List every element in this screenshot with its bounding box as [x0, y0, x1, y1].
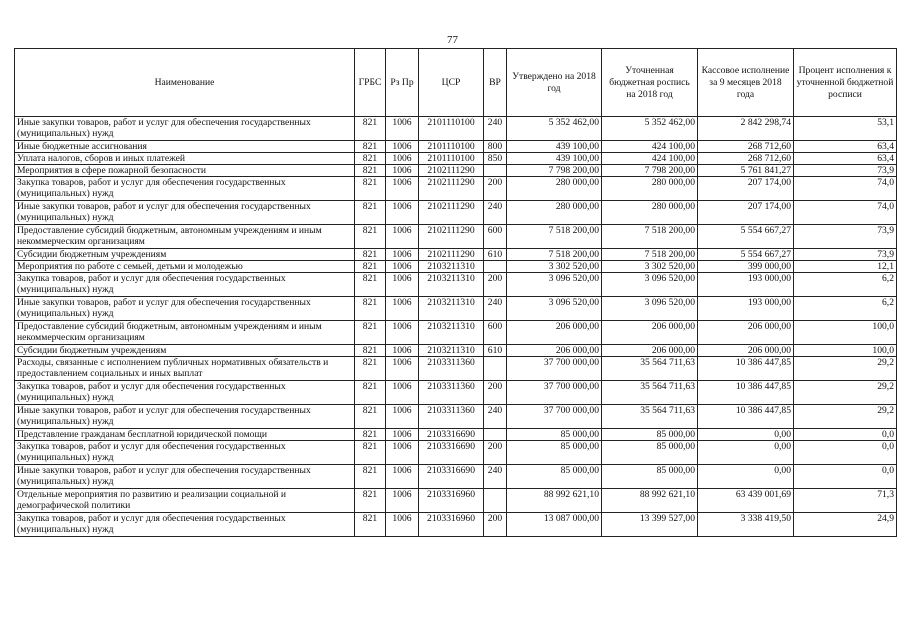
cell-name: Иные бюджетные ассигнования [15, 141, 355, 153]
table-row [15, 465, 897, 489]
cell-vr: 610 [484, 345, 507, 357]
cell-percent: 71,3 [794, 489, 897, 513]
cell-percent: 74,0 [794, 177, 897, 201]
cell-csr: 2101110100 [419, 141, 484, 153]
table-row [15, 513, 897, 537]
cell-refined: 85 000,00 [602, 429, 698, 441]
cell-cash: 3 338 419,50 [698, 513, 794, 537]
cell-grbs: 821 [355, 273, 386, 297]
cell-approved: 37 700 000,00 [507, 405, 602, 429]
cell-grbs: 821 [355, 357, 386, 381]
cell-approved: 88 992 621,10 [507, 489, 602, 513]
cell-csr: 2103311360 [419, 381, 484, 405]
cell-name: Закупка товаров, работ и услуг для обеспечения государственных (муниципальных) нужд [15, 513, 355, 537]
cell-approved: 3 096 520,00 [507, 273, 602, 297]
cell-cash: 0,00 [698, 465, 794, 489]
cell-name: Предоставление субсидий бюджетным, автономным учреждениям и иным некоммерческим организациям [15, 225, 355, 249]
cell-percent: 29,2 [794, 405, 897, 429]
cell-vr [484, 165, 507, 177]
table-row [15, 429, 897, 441]
cell-approved: 206 000,00 [507, 345, 602, 357]
cell-approved: 7 798 200,00 [507, 165, 602, 177]
cell-grbs: 821 [355, 261, 386, 273]
cell-grbs: 821 [355, 489, 386, 513]
cell-percent: 6,2 [794, 297, 897, 321]
cell-rzpr: 1006 [386, 489, 419, 513]
col-header-approved: Утверждено на 2018 год [507, 49, 602, 117]
cell-refined: 7 798 200,00 [602, 165, 698, 177]
cell-approved: 85 000,00 [507, 429, 602, 441]
cell-percent: 73,9 [794, 225, 897, 249]
table-row [15, 261, 897, 273]
cell-rzpr: 1006 [386, 273, 419, 297]
table-row [15, 153, 897, 165]
cell-rzpr: 1006 [386, 513, 419, 537]
table-row [15, 249, 897, 261]
cell-cash: 10 386 447,85 [698, 381, 794, 405]
cell-grbs: 821 [355, 321, 386, 345]
cell-vr: 200 [484, 513, 507, 537]
cell-csr: 2102111290 [419, 177, 484, 201]
cell-grbs: 821 [355, 513, 386, 537]
cell-percent: 63,4 [794, 141, 897, 153]
cell-name: Представление гражданам бесплатной юридической помощи [15, 429, 355, 441]
cell-name: Субсидии бюджетным учреждениям [15, 345, 355, 357]
cell-approved: 280 000,00 [507, 177, 602, 201]
cell-percent: 63,4 [794, 153, 897, 165]
table-row [15, 489, 897, 513]
cell-percent: 6,2 [794, 273, 897, 297]
cell-vr: 600 [484, 321, 507, 345]
col-header-cash: Кассовое исполнение за 9 месяцев 2018 года [698, 49, 794, 117]
cell-vr: 240 [484, 465, 507, 489]
cell-percent: 100,0 [794, 345, 897, 357]
cell-name: Расходы, связанные с исполнением публичных нормативных обязательств и предоставлением социальных и иных выплат [15, 357, 355, 381]
page-number: 77 [447, 34, 458, 46]
cell-csr: 2103316960 [419, 489, 484, 513]
cell-refined: 206 000,00 [602, 345, 698, 357]
cell-rzpr: 1006 [386, 225, 419, 249]
cell-csr: 2101110100 [419, 117, 484, 141]
cell-vr: 240 [484, 405, 507, 429]
cell-csr: 2102111290 [419, 249, 484, 261]
table-row [15, 177, 897, 201]
cell-rzpr: 1006 [386, 357, 419, 381]
col-header-percent: Процент исполнения к уточненной бюджетной росписи [794, 49, 897, 117]
cell-approved: 37 700 000,00 [507, 381, 602, 405]
cell-refined: 3 096 520,00 [602, 273, 698, 297]
table-row [15, 345, 897, 357]
cell-name: Закупка товаров, работ и услуг для обеспечения государственных (муниципальных) нужд [15, 441, 355, 465]
cell-approved: 439 100,00 [507, 153, 602, 165]
cell-cash: 0,00 [698, 441, 794, 465]
cell-percent: 74,0 [794, 201, 897, 225]
cell-percent: 12,1 [794, 261, 897, 273]
cell-grbs: 821 [355, 141, 386, 153]
cell-refined: 7 518 200,00 [602, 225, 698, 249]
cell-refined: 85 000,00 [602, 465, 698, 489]
col-header-refined: Уточненная бюджетная роспись на 2018 год [602, 49, 698, 117]
cell-grbs: 821 [355, 165, 386, 177]
table-row [15, 441, 897, 465]
cell-vr: 200 [484, 177, 507, 201]
table-row [15, 201, 897, 225]
cell-vr: 240 [484, 117, 507, 141]
cell-vr: 200 [484, 441, 507, 465]
cell-percent: 29,2 [794, 357, 897, 381]
cell-csr: 2103316690 [419, 441, 484, 465]
cell-rzpr: 1006 [386, 405, 419, 429]
cell-grbs: 821 [355, 297, 386, 321]
cell-vr: 200 [484, 381, 507, 405]
cell-approved: 206 000,00 [507, 321, 602, 345]
cell-grbs: 821 [355, 117, 386, 141]
cell-rzpr: 1006 [386, 381, 419, 405]
cell-name: Закупка товаров, работ и услуг для обеспечения государственных (муниципальных) нужд [15, 381, 355, 405]
col-header-grbs: ГРБС [355, 49, 386, 117]
cell-rzpr: 1006 [386, 345, 419, 357]
cell-cash: 268 712,60 [698, 141, 794, 153]
cell-rzpr: 1006 [386, 141, 419, 153]
cell-cash: 0,00 [698, 429, 794, 441]
cell-cash: 5 554 667,27 [698, 249, 794, 261]
cell-approved: 85 000,00 [507, 465, 602, 489]
cell-vr [484, 489, 507, 513]
cell-csr: 2103316690 [419, 465, 484, 489]
cell-cash: 5 554 667,27 [698, 225, 794, 249]
cell-vr: 240 [484, 297, 507, 321]
cell-rzpr: 1006 [386, 429, 419, 441]
cell-grbs: 821 [355, 381, 386, 405]
cell-grbs: 821 [355, 225, 386, 249]
cell-approved: 280 000,00 [507, 201, 602, 225]
cell-cash: 10 386 447,85 [698, 405, 794, 429]
cell-approved: 5 352 462,00 [507, 117, 602, 141]
cell-cash: 2 842 298,74 [698, 117, 794, 141]
table-row [15, 273, 897, 297]
cell-cash: 5 761 841,27 [698, 165, 794, 177]
cell-refined: 7 518 200,00 [602, 249, 698, 261]
cell-vr: 600 [484, 225, 507, 249]
cell-csr: 2103211310 [419, 345, 484, 357]
cell-vr: 240 [484, 201, 507, 225]
cell-refined: 424 100,00 [602, 141, 698, 153]
cell-rzpr: 1006 [386, 465, 419, 489]
cell-approved: 37 700 000,00 [507, 357, 602, 381]
cell-refined: 35 564 711,63 [602, 381, 698, 405]
cell-percent: 24,9 [794, 513, 897, 537]
cell-percent: 0,0 [794, 429, 897, 441]
cell-rzpr: 1006 [386, 177, 419, 201]
cell-refined: 5 352 462,00 [602, 117, 698, 141]
cell-grbs: 821 [355, 201, 386, 225]
cell-name: Иные закупки товаров, работ и услуг для обеспечения государственных (муниципальных) нужд [15, 117, 355, 141]
cell-refined: 3 096 520,00 [602, 297, 698, 321]
cell-percent: 29,2 [794, 381, 897, 405]
cell-cash: 207 174,00 [698, 177, 794, 201]
cell-rzpr: 1006 [386, 117, 419, 141]
cell-vr: 610 [484, 249, 507, 261]
cell-rzpr: 1006 [386, 249, 419, 261]
cell-refined: 280 000,00 [602, 201, 698, 225]
cell-name: Предоставление субсидий бюджетным, автономным учреждениям и иным некоммерческим организациям [15, 321, 355, 345]
cell-name: Мероприятия в сфере пожарной безопасности [15, 165, 355, 177]
cell-refined: 280 000,00 [602, 177, 698, 201]
cell-rzpr: 1006 [386, 165, 419, 177]
cell-name: Закупка товаров, работ и услуг для обеспечения государственных (муниципальных) нужд [15, 273, 355, 297]
cell-cash: 63 439 001,69 [698, 489, 794, 513]
cell-csr: 2103211310 [419, 321, 484, 345]
table-row [15, 165, 897, 177]
cell-name: Отдельные мероприятия по развитию и реализации социальной и демографической политики [15, 489, 355, 513]
cell-name: Субсидии бюджетным учреждениям [15, 249, 355, 261]
cell-refined: 88 992 621,10 [602, 489, 698, 513]
cell-percent: 53,1 [794, 117, 897, 141]
cell-refined: 35 564 711,63 [602, 405, 698, 429]
cell-approved: 3 096 520,00 [507, 297, 602, 321]
cell-grbs: 821 [355, 249, 386, 261]
table-row [15, 321, 897, 345]
cell-grbs: 821 [355, 345, 386, 357]
cell-grbs: 821 [355, 429, 386, 441]
cell-cash: 10 386 447,85 [698, 357, 794, 381]
cell-name: Иные закупки товаров, работ и услуг для обеспечения государственных (муниципальных) нужд [15, 297, 355, 321]
cell-vr: 850 [484, 153, 507, 165]
cell-cash: 399 000,00 [698, 261, 794, 273]
cell-grbs: 821 [355, 153, 386, 165]
cell-grbs: 821 [355, 405, 386, 429]
cell-rzpr: 1006 [386, 297, 419, 321]
cell-vr: 200 [484, 273, 507, 297]
cell-csr: 2103316690 [419, 429, 484, 441]
cell-cash: 206 000,00 [698, 321, 794, 345]
cell-rzpr: 1006 [386, 441, 419, 465]
cell-vr: 800 [484, 141, 507, 153]
cell-grbs: 821 [355, 177, 386, 201]
cell-approved: 7 518 200,00 [507, 225, 602, 249]
col-header-vr: ВР [484, 49, 507, 117]
cell-csr: 2103211310 [419, 273, 484, 297]
table-row [15, 117, 897, 141]
cell-name: Уплата налогов, сборов и иных платежей [15, 153, 355, 165]
cell-name: Иные закупки товаров, работ и услуг для обеспечения государственных (муниципальных) нужд [15, 405, 355, 429]
col-header-rzpr: Рз Пр [386, 49, 419, 117]
cell-vr [484, 261, 507, 273]
cell-approved: 85 000,00 [507, 441, 602, 465]
cell-rzpr: 1006 [386, 201, 419, 225]
cell-percent: 0,0 [794, 465, 897, 489]
cell-csr: 2103211310 [419, 297, 484, 321]
table-row [15, 405, 897, 429]
cell-percent: 0,0 [794, 441, 897, 465]
cell-vr [484, 429, 507, 441]
cell-csr: 2103311360 [419, 405, 484, 429]
cell-refined: 424 100,00 [602, 153, 698, 165]
cell-csr: 2103316960 [419, 513, 484, 537]
cell-name: Закупка товаров, работ и услуг для обеспечения государственных (муниципальных) нужд [15, 177, 355, 201]
cell-refined: 3 302 520,00 [602, 261, 698, 273]
cell-rzpr: 1006 [386, 261, 419, 273]
cell-csr: 2102111290 [419, 201, 484, 225]
cell-approved: 3 302 520,00 [507, 261, 602, 273]
cell-csr: 2103311360 [419, 357, 484, 381]
cell-vr [484, 357, 507, 381]
cell-refined: 13 399 527,00 [602, 513, 698, 537]
cell-csr: 2102111290 [419, 225, 484, 249]
cell-percent: 73,9 [794, 165, 897, 177]
table-row [15, 297, 897, 321]
cell-cash: 193 000,00 [698, 297, 794, 321]
table-body [15, 117, 897, 537]
cell-cash: 193 000,00 [698, 273, 794, 297]
table-row [15, 225, 897, 249]
cell-approved: 439 100,00 [507, 141, 602, 153]
cell-rzpr: 1006 [386, 321, 419, 345]
cell-rzpr: 1006 [386, 153, 419, 165]
table-row [15, 357, 897, 381]
header-row [15, 49, 897, 117]
table-row [15, 381, 897, 405]
cell-csr: 2102111290 [419, 165, 484, 177]
cell-refined: 206 000,00 [602, 321, 698, 345]
col-header-csr: ЦСР [419, 49, 484, 117]
cell-percent: 100,0 [794, 321, 897, 345]
cell-refined: 85 000,00 [602, 441, 698, 465]
cell-cash: 268 712,60 [698, 153, 794, 165]
cell-csr: 2103211310 [419, 261, 484, 273]
budget-table [14, 48, 897, 537]
cell-cash: 206 000,00 [698, 345, 794, 357]
col-header-name: Наименование [15, 49, 355, 117]
cell-grbs: 821 [355, 465, 386, 489]
cell-percent: 73,9 [794, 249, 897, 261]
cell-approved: 7 518 200,00 [507, 249, 602, 261]
cell-refined: 35 564 711,63 [602, 357, 698, 381]
cell-csr: 2101110100 [419, 153, 484, 165]
cell-name: Иные закупки товаров, работ и услуг для обеспечения государственных (муниципальных) нужд [15, 465, 355, 489]
cell-cash: 207 174,00 [698, 201, 794, 225]
cell-grbs: 821 [355, 441, 386, 465]
cell-name: Мероприятия по работе с семьей, детьми и молодежью [15, 261, 355, 273]
cell-approved: 13 087 000,00 [507, 513, 602, 537]
table-row [15, 141, 897, 153]
cell-name: Иные закупки товаров, работ и услуг для обеспечения государственных (муниципальных) нужд [15, 201, 355, 225]
